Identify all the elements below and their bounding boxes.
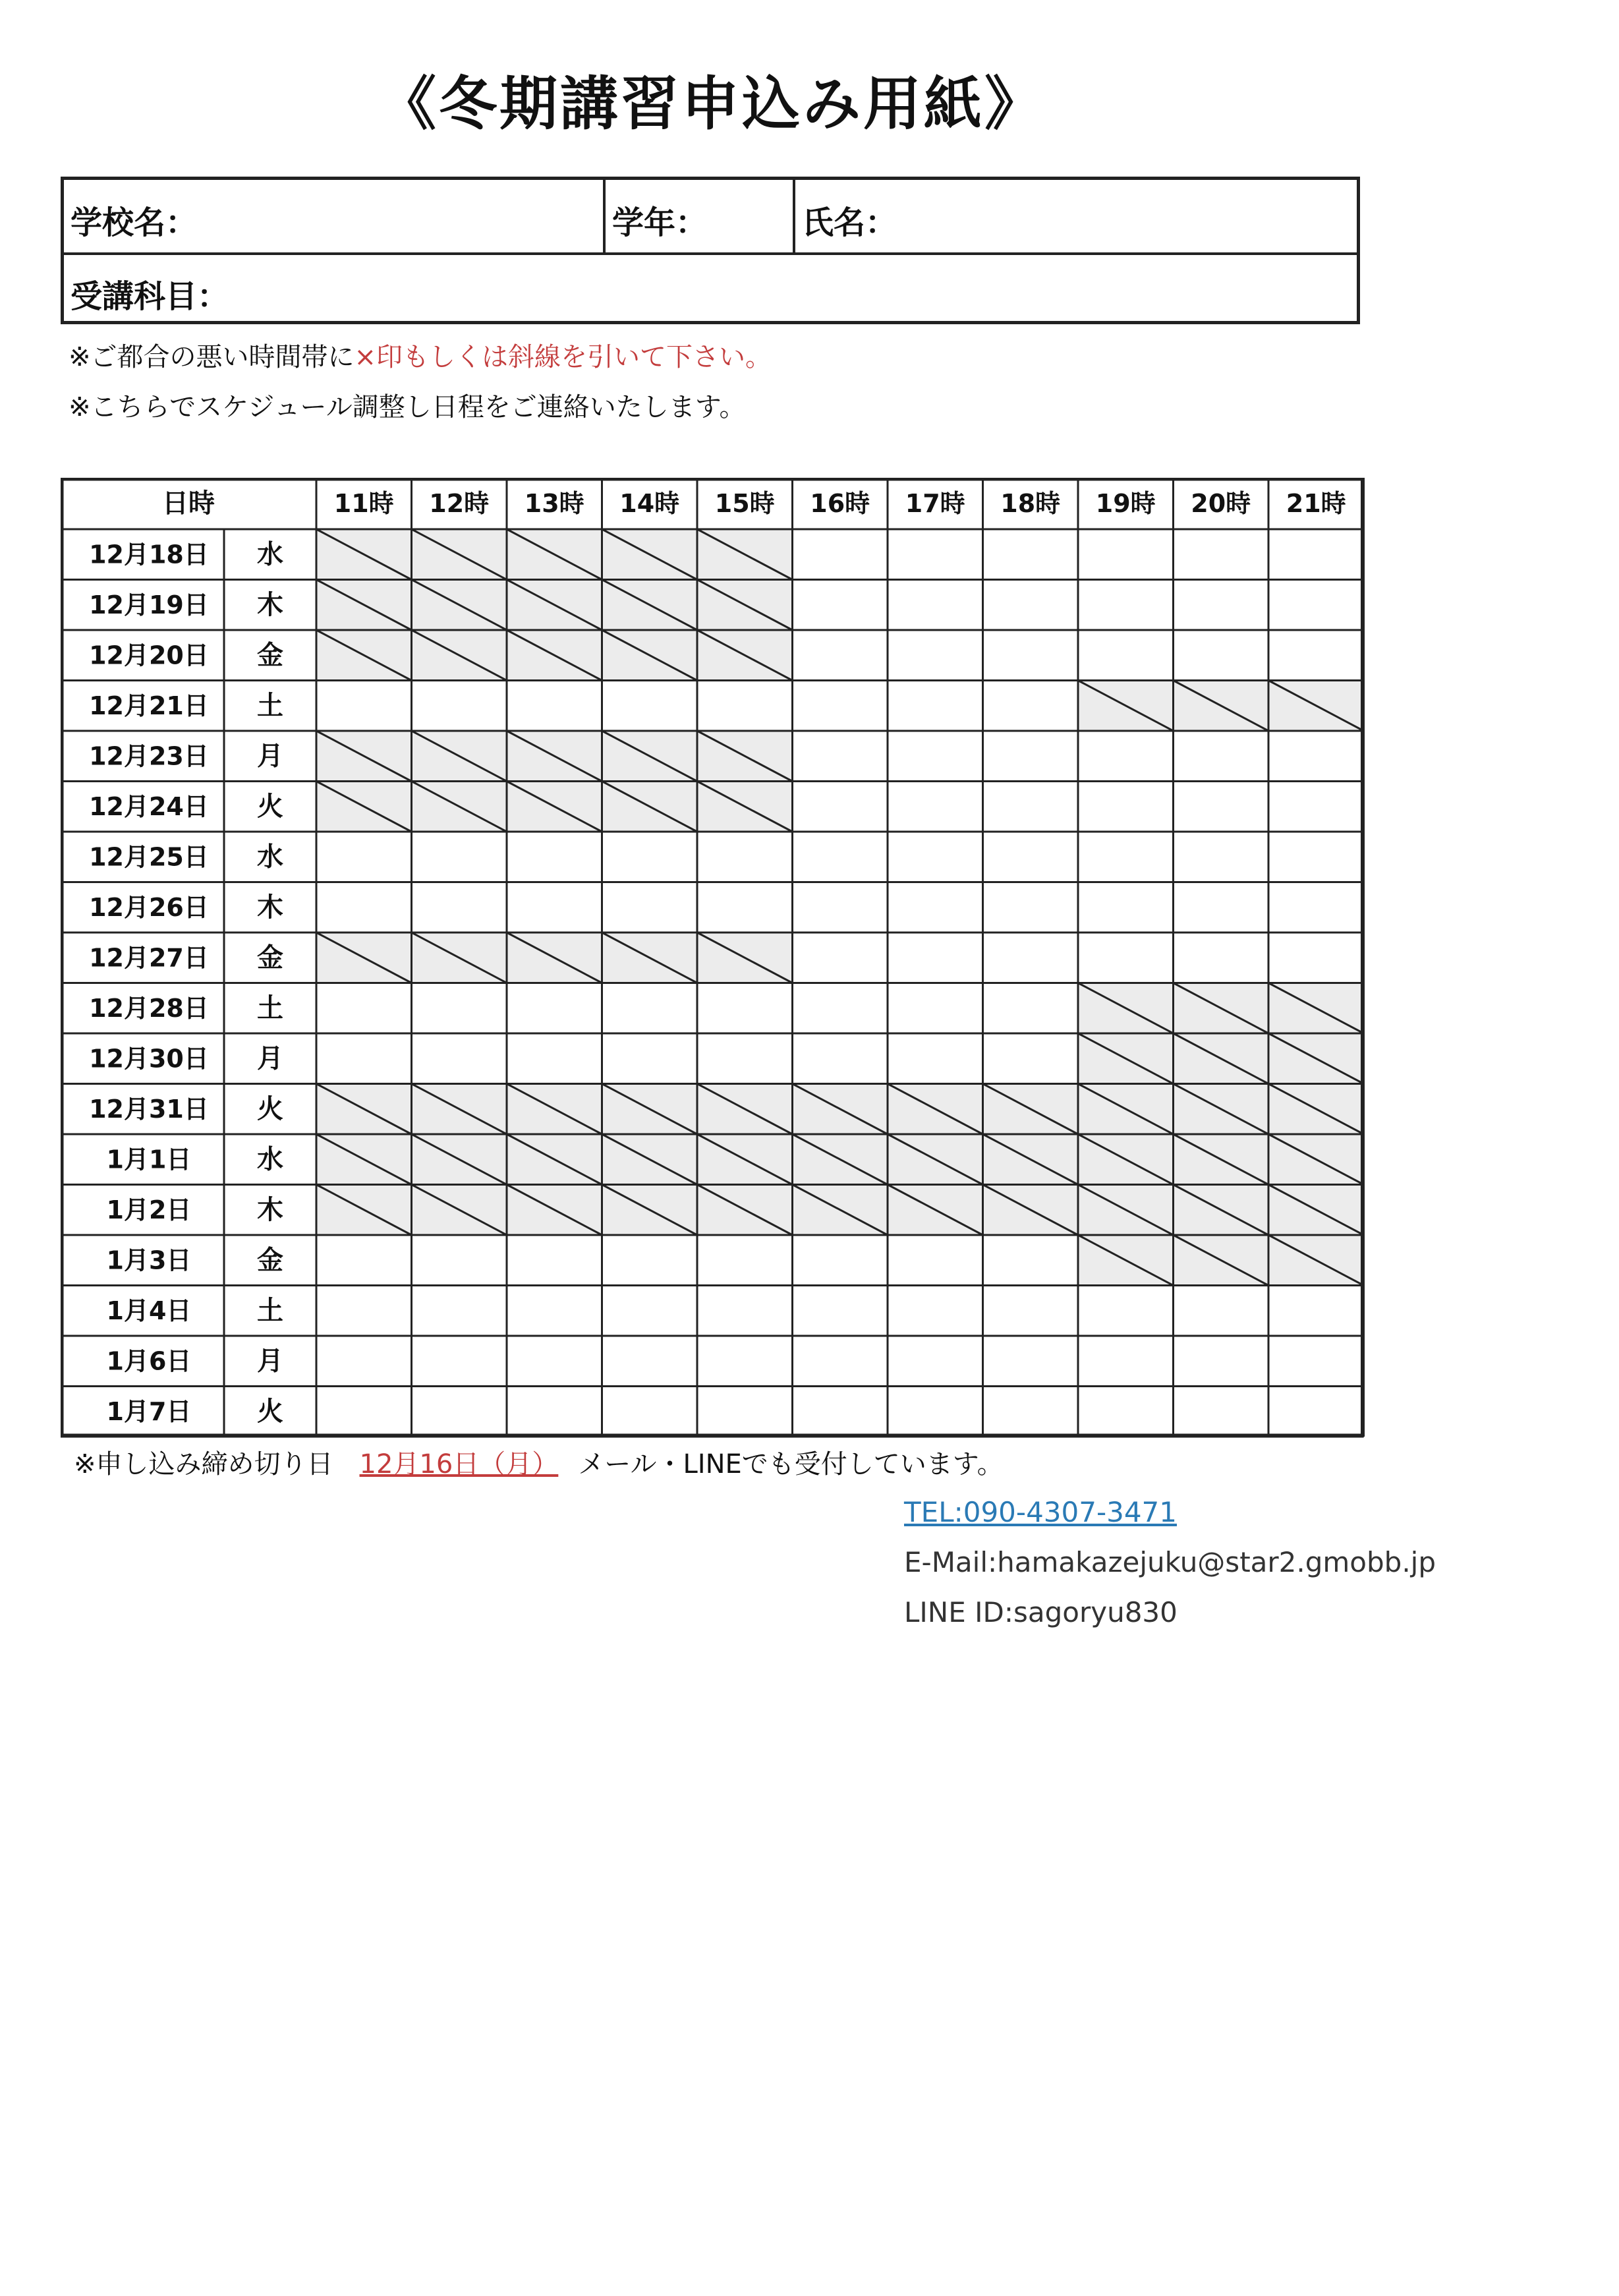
empty-cell[interactable] xyxy=(602,1387,698,1437)
empty-cell[interactable] xyxy=(1174,1336,1269,1387)
empty-cell[interactable] xyxy=(793,1235,888,1286)
empty-cell[interactable] xyxy=(1078,933,1174,983)
empty-cell[interactable] xyxy=(412,1336,507,1387)
hour-header: 14時 xyxy=(619,489,680,518)
empty-cell[interactable] xyxy=(412,1033,507,1084)
empty-cell[interactable] xyxy=(1078,731,1174,782)
empty-cell[interactable] xyxy=(793,782,888,832)
empty-cell[interactable] xyxy=(1268,1286,1364,1336)
empty-cell[interactable] xyxy=(316,983,412,1034)
date-cell: 12月28日 xyxy=(89,993,209,1023)
empty-cell[interactable] xyxy=(1268,630,1364,681)
date-cell: 1月7日 xyxy=(106,1396,192,1426)
date-cell: 12月25日 xyxy=(89,842,209,872)
name-label: 氏名： xyxy=(802,204,897,241)
empty-cell[interactable] xyxy=(793,1033,888,1084)
empty-cell[interactable] xyxy=(316,1336,412,1387)
empty-cell[interactable] xyxy=(412,681,507,732)
header-datetime: 日時 xyxy=(162,488,215,519)
note-line-1 xyxy=(69,336,772,374)
grade-field[interactable] xyxy=(606,180,795,252)
contact-email[interactable]: E-Mail:hamakazejuku@star2.gmobb.jp xyxy=(904,1546,1436,1578)
empty-cell[interactable] xyxy=(1268,933,1364,983)
date-cell: 1月3日 xyxy=(106,1246,192,1275)
empty-cell[interactable] xyxy=(793,933,888,983)
empty-cell[interactable] xyxy=(983,1336,1079,1387)
empty-cell[interactable] xyxy=(793,882,888,933)
weekday-cell: 火 xyxy=(257,1396,283,1427)
empty-cell[interactable] xyxy=(793,580,888,631)
empty-cell[interactable] xyxy=(1078,1336,1174,1387)
empty-cell[interactable] xyxy=(983,933,1079,983)
empty-cell[interactable] xyxy=(602,1336,698,1387)
date-cell: 1月6日 xyxy=(106,1346,192,1376)
weekday-cell: 木 xyxy=(257,589,283,620)
empty-cell[interactable] xyxy=(602,1286,698,1336)
empty-cell[interactable] xyxy=(983,1235,1079,1286)
empty-cell[interactable] xyxy=(697,1336,793,1387)
weekday-cell: 火 xyxy=(257,1093,283,1124)
empty-cell[interactable] xyxy=(983,1286,1079,1336)
school-label: 学校名： xyxy=(71,204,198,241)
empty-cell[interactable] xyxy=(793,983,888,1034)
empty-cell[interactable] xyxy=(888,832,983,882)
empty-cell[interactable] xyxy=(1078,832,1174,882)
empty-cell[interactable] xyxy=(793,681,888,732)
empty-cell[interactable] xyxy=(1268,580,1364,631)
empty-cell[interactable] xyxy=(697,983,793,1034)
weekday-cell: 金 xyxy=(257,640,283,671)
empty-cell[interactable] xyxy=(412,882,507,933)
empty-cell[interactable] xyxy=(793,1286,888,1336)
hour-header: 18時 xyxy=(1000,489,1061,518)
empty-cell[interactable] xyxy=(1078,580,1174,631)
subject-label: 受講科目： xyxy=(71,278,229,315)
weekday-cell: 月 xyxy=(257,1346,283,1377)
empty-cell[interactable] xyxy=(1078,882,1174,933)
empty-cell[interactable] xyxy=(793,1387,888,1437)
empty-cell[interactable] xyxy=(602,1033,698,1084)
empty-cell[interactable] xyxy=(316,1235,412,1286)
date-cell: 12月26日 xyxy=(89,892,209,922)
weekday-cell: 月 xyxy=(257,1043,283,1074)
empty-cell[interactable] xyxy=(888,630,983,681)
schedule-table xyxy=(61,478,1373,1440)
empty-cell[interactable] xyxy=(1268,1387,1364,1437)
empty-cell[interactable] xyxy=(316,832,412,882)
hour-header: 16時 xyxy=(810,489,870,518)
empty-cell[interactable] xyxy=(793,832,888,882)
empty-cell[interactable] xyxy=(888,1235,983,1286)
empty-cell[interactable] xyxy=(888,1336,983,1387)
weekday-cell: 土 xyxy=(257,690,283,721)
empty-cell[interactable] xyxy=(602,1235,698,1286)
hour-header: 21時 xyxy=(1286,489,1346,518)
empty-cell[interactable] xyxy=(793,529,888,580)
empty-cell[interactable] xyxy=(602,882,698,933)
empty-cell[interactable] xyxy=(888,1387,983,1437)
date-cell: 12月18日 xyxy=(89,540,209,569)
empty-cell[interactable] xyxy=(697,882,793,933)
empty-cell[interactable] xyxy=(1078,782,1174,832)
weekday-cell: 木 xyxy=(257,1194,283,1225)
empty-cell[interactable] xyxy=(888,681,983,732)
empty-cell[interactable] xyxy=(507,1286,602,1336)
deadline-prefix: ※申し込み締め切り日 xyxy=(74,1449,333,1479)
empty-cell[interactable] xyxy=(983,1033,1079,1084)
deadline-line xyxy=(74,1443,1004,1481)
empty-cell[interactable] xyxy=(888,983,983,1034)
empty-cell[interactable] xyxy=(983,731,1079,782)
hour-header: 11時 xyxy=(333,489,394,518)
empty-cell[interactable] xyxy=(412,1235,507,1286)
hour-header: 20時 xyxy=(1191,489,1251,518)
empty-cell[interactable] xyxy=(888,580,983,631)
empty-cell[interactable] xyxy=(507,1336,602,1387)
empty-cell[interactable] xyxy=(1174,933,1269,983)
empty-cell[interactable] xyxy=(983,832,1079,882)
empty-cell[interactable] xyxy=(412,983,507,1034)
date-cell: 12月27日 xyxy=(89,943,209,973)
empty-cell[interactable] xyxy=(507,681,602,732)
empty-cell[interactable] xyxy=(1078,1387,1174,1437)
empty-cell[interactable] xyxy=(1174,529,1269,580)
empty-cell[interactable] xyxy=(316,1033,412,1084)
empty-cell[interactable] xyxy=(602,983,698,1034)
date-cell: 12月21日 xyxy=(89,691,209,720)
empty-cell[interactable] xyxy=(1268,782,1364,832)
empty-cell[interactable] xyxy=(697,681,793,732)
empty-cell[interactable] xyxy=(1174,782,1269,832)
note-line-1-red: ×印もしくは斜線を引いて下さい。 xyxy=(354,342,772,372)
empty-cell[interactable] xyxy=(888,529,983,580)
empty-cell[interactable] xyxy=(983,1387,1079,1437)
empty-cell[interactable] xyxy=(1268,882,1364,933)
contact-tel[interactable]: TEL:090-4307-3471 xyxy=(904,1496,1177,1528)
page-title: 《冬期講習申込み用紙》 xyxy=(378,70,1045,138)
empty-cell[interactable] xyxy=(316,882,412,933)
hour-header: 13時 xyxy=(524,489,584,518)
empty-cell[interactable] xyxy=(316,1286,412,1336)
empty-cell[interactable] xyxy=(412,832,507,882)
empty-cell[interactable] xyxy=(1174,580,1269,631)
empty-cell[interactable] xyxy=(983,529,1079,580)
date-cell: 12月19日 xyxy=(89,590,209,619)
empty-cell[interactable] xyxy=(1268,1336,1364,1387)
empty-cell[interactable] xyxy=(1078,529,1174,580)
empty-cell[interactable] xyxy=(1174,1286,1269,1336)
date-cell: 1月2日 xyxy=(106,1195,192,1224)
empty-cell[interactable] xyxy=(602,681,698,732)
hour-header: 19時 xyxy=(1095,489,1156,518)
weekday-cell: 水 xyxy=(257,842,283,873)
empty-cell[interactable] xyxy=(1174,1387,1269,1437)
empty-cell[interactable] xyxy=(888,933,983,983)
applicant-info-box xyxy=(61,177,1360,324)
weekday-cell: 水 xyxy=(257,539,283,570)
applicant-info-row xyxy=(64,180,1357,255)
name-field[interactable] xyxy=(795,180,1355,252)
weekday-cell: 金 xyxy=(257,1245,283,1276)
empty-cell[interactable] xyxy=(793,731,888,782)
empty-cell[interactable] xyxy=(412,1286,507,1336)
empty-cell[interactable] xyxy=(888,1033,983,1084)
weekday-cell: 月 xyxy=(257,741,283,772)
empty-cell[interactable] xyxy=(412,1387,507,1437)
empty-cell[interactable] xyxy=(507,983,602,1034)
empty-cell[interactable] xyxy=(697,1286,793,1336)
empty-cell[interactable] xyxy=(888,731,983,782)
hour-header: 17時 xyxy=(905,489,965,518)
deadline-date: 12月16日（月） xyxy=(359,1449,559,1479)
empty-cell[interactable] xyxy=(1078,1286,1174,1336)
empty-cell[interactable] xyxy=(983,580,1079,631)
empty-cell[interactable] xyxy=(888,882,983,933)
empty-cell[interactable] xyxy=(507,1235,602,1286)
date-cell: 12月30日 xyxy=(89,1044,209,1074)
empty-cell[interactable] xyxy=(793,1336,888,1387)
date-cell: 12月20日 xyxy=(89,641,209,670)
deadline-suffix: メール・LINEでも受付しています。 xyxy=(578,1449,1004,1479)
weekday-cell: 金 xyxy=(257,942,283,973)
empty-cell[interactable] xyxy=(697,1033,793,1084)
weekday-cell: 火 xyxy=(257,791,283,822)
grade-label: 学年： xyxy=(612,204,708,241)
empty-cell[interactable] xyxy=(888,1286,983,1336)
empty-cell[interactable] xyxy=(983,782,1079,832)
empty-cell[interactable] xyxy=(888,782,983,832)
empty-cell[interactable] xyxy=(1174,882,1269,933)
empty-cell[interactable] xyxy=(1268,832,1364,882)
empty-cell[interactable] xyxy=(1268,731,1364,782)
empty-cell[interactable] xyxy=(793,630,888,681)
empty-cell[interactable] xyxy=(1268,529,1364,580)
empty-cell[interactable] xyxy=(1174,630,1269,681)
empty-cell[interactable] xyxy=(697,1387,793,1437)
hour-header: 12時 xyxy=(429,489,490,518)
empty-cell[interactable] xyxy=(983,882,1079,933)
hour-header: 15時 xyxy=(714,489,775,518)
contact-line-id: LINE ID:sagoryu830 xyxy=(904,1596,1178,1628)
note-line-1-prefix: ※ご都合の悪い時間帯に xyxy=(69,342,355,372)
empty-cell[interactable] xyxy=(983,983,1079,1034)
empty-cell[interactable] xyxy=(507,832,602,882)
empty-cell[interactable] xyxy=(983,630,1079,681)
date-cell: 1月1日 xyxy=(106,1145,192,1174)
empty-cell[interactable] xyxy=(507,1387,602,1437)
empty-cell[interactable] xyxy=(697,832,793,882)
weekday-cell: 木 xyxy=(257,892,283,923)
empty-cell[interactable] xyxy=(507,882,602,933)
empty-cell[interactable] xyxy=(697,1235,793,1286)
empty-cell[interactable] xyxy=(316,1387,412,1437)
weekday-cell: 土 xyxy=(257,992,283,1023)
empty-cell[interactable] xyxy=(316,681,412,732)
weekday-cell: 土 xyxy=(257,1295,283,1326)
date-cell: 12月24日 xyxy=(89,791,209,821)
empty-cell[interactable] xyxy=(1174,832,1269,882)
empty-cell[interactable] xyxy=(507,1033,602,1084)
empty-cell[interactable] xyxy=(983,681,1079,732)
weekday-cell: 水 xyxy=(257,1144,283,1175)
empty-cell[interactable] xyxy=(602,832,698,882)
date-cell: 12月31日 xyxy=(89,1094,209,1124)
school-field[interactable] xyxy=(64,180,606,252)
note-line-2: ※こちらでスケジュール調整し日程をご連絡いたします。 xyxy=(69,392,746,422)
empty-cell[interactable] xyxy=(1174,731,1269,782)
empty-cell[interactable] xyxy=(1078,630,1174,681)
date-cell: 12月23日 xyxy=(89,741,209,771)
date-cell: 1月4日 xyxy=(106,1296,192,1325)
